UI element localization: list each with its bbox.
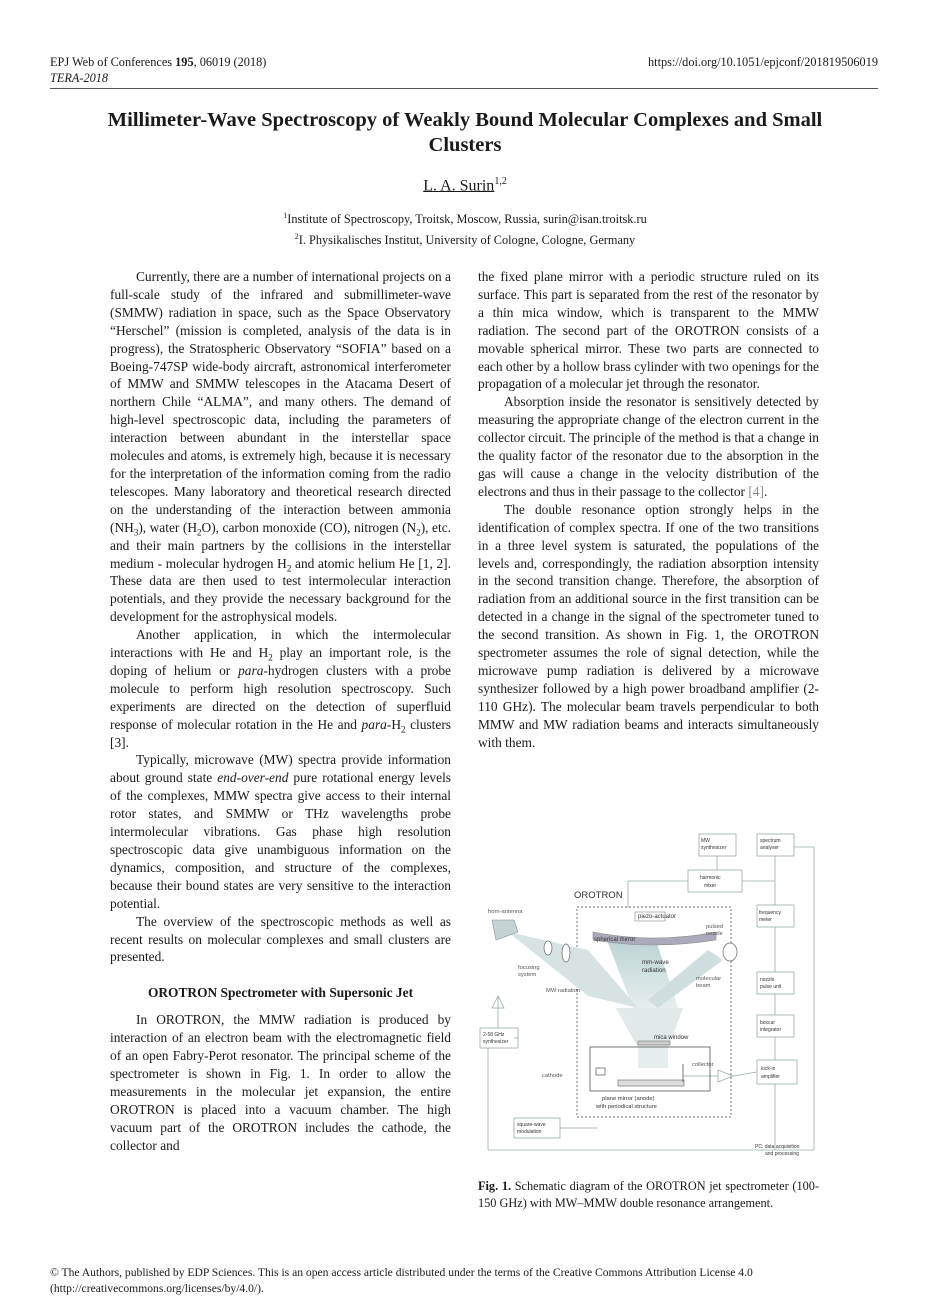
label-mica-window: mica window (654, 1035, 689, 1041)
affiliations (0, 207, 930, 249)
label-processing: and processing (765, 1151, 799, 1157)
box-harmonic: harmonic (700, 875, 721, 881)
box-meter: meter (759, 917, 772, 923)
label-mm-wave: mm-wave (642, 959, 669, 966)
label-pc-data: PC: data acquisition (755, 1144, 800, 1150)
conference-name: TERA-2018 (50, 71, 109, 85)
orotron-label: OROTRON (574, 890, 623, 901)
label-periodical-structure: with periodical structure (596, 1104, 657, 1110)
journal-line: EPJ Web of Conferences 195, 06019 (2018) (50, 55, 267, 69)
paragraph: The double resonance option strongly helps in the identification of complex spectra. If one of the two transitions in a three level system is saturated, the populations of the levels and, correspondingly, the radiation absorption intensity in the second transition change. Therefore, the absorption of radiation from an additional source in the first transition can be detected in a change in the signal of the spectrometer tuned to the second transition. As shown in Fig. 1, the OROTRON spectrometer assumes the role of signal detection, while the microwave pump radiation is delivered by a microwave synthesizer followed by a high power broadband amplifier (2-110 GHz). The molecular beam travels perpendicular to both MMW and MW radiation beams and interacts simultaneously with them. (478, 501, 819, 750)
box-analyser: analyser (760, 845, 779, 851)
license-footer: © The Authors, published by EDP Sciences. This is an open access article distributed under the terms of the Creative Commons Attribution License 4.0 (http://creativecommons.org/licenses/by/4.0/). (50, 1266, 753, 1295)
paragraph: the fixed plane mirror with a periodic structure ruled on its surface. This part is separated from the rest of the resonator by a thin mica window, which is transparent to the MMW radiation. The second part of the OROTRON consists of a movable spherical mirror. These two parts are connected to each other by a hollow brass cylinder with two openings for the propagation of a molecular jet through the resonator. (478, 269, 820, 392)
paper-title: Millimeter-Wave Spectroscopy of Weakly Bound Molecular Complexes and Small Clusters (107, 109, 823, 156)
doi-link[interactable]: https://doi.org/10.1051/epjconf/201819506019 (648, 55, 878, 69)
label-collector: collector (692, 1062, 714, 1068)
box-square-wave: square-wave (517, 1122, 546, 1128)
label-horn-antenna: horn-antenna (488, 909, 523, 915)
right-column (478, 268, 819, 751)
section-heading: OROTRON Spectrometer with Supersonic Jet (147, 985, 414, 1001)
figure-1-schematic (478, 832, 823, 1162)
box-boxcar: boxcar (760, 1020, 776, 1026)
author-line (0, 176, 930, 195)
affiliation-1: $^1$Institute of Spectroscopy, Troitsk, Moscow, Russia, surin@isan.troitsk.ru (283, 211, 647, 227)
label-pulsed: pulsed (706, 924, 724, 930)
box-nozzle: nozzle (760, 977, 775, 983)
figure-caption: Fig. 1. Schematic diagram of the OROTRON jet spectrometer (100-150 GHz) with MW–MMW double resonance arrangement. (478, 1179, 820, 1210)
paragraph: Currently, there are a number of international projects on a full-scale study of the infrared and submillimeter-wave (SMMW) radiation in space, such as the Space Observatory “Herschel” (mission is completed, analysis of the data is in progress), the Stratospheric Observatory “SOFIA” based on a Boeing-747SP wide-body aircraft, astronomical interferometer of MMW and SMMW telescopes in the Atacama Desert of northern Chile “ALMA”, and many others. The demand of high-level spectroscopic data, including the parameters of interaction between abundant in the interstellar space molecules and atoms, is extremely high, because it is necessary for the interpretation of the information coming from the radio telescopes. Many laboratory and theoretical research directed on the understanding of the interaction between ammonia $(NH_3)$, water $(H_2O)$, carbon monoxide (CO), nitrogen $(N_2)$, etc. and their main partners by the collisions in the interstellar medium - molecular hydrogen $H_2$ and atomic helium He [1, 2]. These data are then used to test intermolecular interaction potentials, and they provide the necessary background for the development for the astrophysical models. (110, 269, 451, 625)
box-synth-freq: 2-58 GHz (483, 1032, 505, 1038)
author-name[interactable]: L. A. Surin (423, 177, 495, 195)
label-cathode: cathode (542, 1073, 563, 1079)
box-modulation: modulation (517, 1129, 542, 1135)
paragraph: Absorption inside the resonator is sensitively detected by measuring the appropriate change of the electron current in the collector circuit. The principle of the method is that a change in the quality factor of the resonator due to the absorption in the gas will cause a change in the velocity distribution of the electrons and thus in their passage to the collector [4]. (478, 394, 819, 499)
running-header-left (50, 54, 266, 86)
box-mixer: mixer (704, 883, 717, 889)
box-spectrum: spectrum (760, 838, 781, 844)
box-synthesizer: synthesizer (483, 1039, 509, 1045)
author-affil-marks: 1,2 (494, 176, 507, 187)
label-spherical-mirror: spherical mirror (594, 937, 636, 943)
paragraph: In OROTRON, the MMW radiation is produced by interaction of an electron beam with the electromagnetic field of an open Fabry-Perot resonator. The principal scheme of the spectrometer is shown in Fig. 1. In order to allow the measurements in the molecular jet expansion, the entire OROTRON is placed into a vacuum chamber. The high vacuum part of the OROTRON includes the cathode, the collector and (110, 1012, 451, 1153)
label-molecular: molecular (696, 976, 722, 982)
orotron-diagram (478, 832, 823, 1162)
box-frequency: frequency (759, 910, 781, 916)
box-pulse-unit: pulse unit (760, 984, 782, 990)
label-plane-mirror: plane mirror (anode) (602, 1096, 655, 1102)
box-mw: MW (701, 838, 710, 844)
header-divider (50, 88, 878, 89)
box-integrator: integrator (760, 1027, 782, 1033)
label-piezo-actuator: piezo-actuator (638, 914, 677, 920)
volume-number: 195 (175, 55, 194, 69)
label-system: system (518, 972, 537, 978)
label-mw-radiation: MW radiation (546, 988, 581, 994)
label-beam: beam (696, 983, 711, 989)
label-focusing: focusing (518, 965, 540, 971)
label-nozzle: nozzle (706, 931, 723, 937)
affiliation-2: $^2$I. Physikalisches Institut, University of Cologne, Cologne, Germany (294, 232, 636, 248)
label-radiation: radiation (642, 967, 666, 974)
left-column (110, 268, 451, 1155)
box-lock-in: lock-in (761, 1066, 776, 1072)
paragraph: Typically, microwave (MW) spectra provide information about ground state end-over-end pure rotational energy levels of the complexes, MMW spectra give access to their internal rotor states, and SMMW or THz wavelengths probe intermolecular vibrations. Gas phase high resolution spectroscopic data give unambiguous information on the dynamics, composition, and structure of the complexes, because their bound states are very sensitive to the interaction potential. (110, 752, 451, 911)
figure-label: Fig. 1. (478, 1179, 512, 1193)
paragraph: Another application, in which the intermolecular interactions with He and $H_2$ play an important role, is the doping of helium or para-hydrogen clusters with a probe molecule to perform high resolution spectroscopy. Such experiments are directed on the detection of superfluid response of molecular rotation in the He and para-$H_2$ clusters [3]. (110, 627, 451, 750)
box-amplifier: amplifier (761, 1074, 780, 1080)
box-mw-synthesizer: synthesizer (701, 845, 727, 851)
paragraph: The overview of the spectroscopic methods as well as recent results on molecular complexes and small clusters are presented. (110, 913, 451, 965)
reference-link[interactable]: [4] (748, 483, 764, 499)
